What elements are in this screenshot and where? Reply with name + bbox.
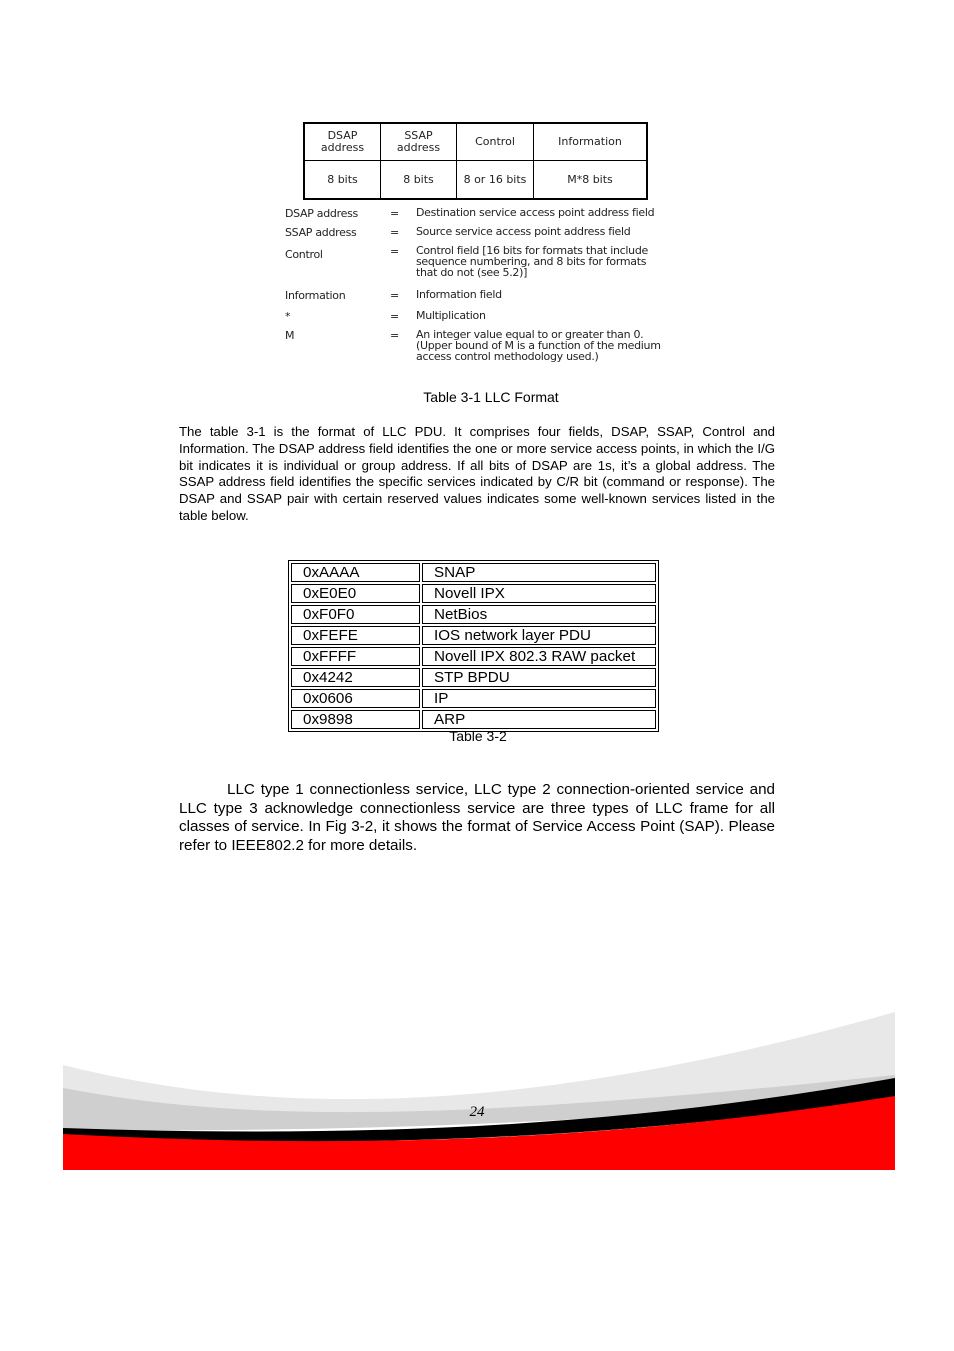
header-ssap: SSAP address (381, 123, 457, 161)
table-row (291, 710, 656, 729)
sap-description: IP (422, 689, 656, 708)
legend-term: Information (285, 289, 346, 302)
header-dsap: DSAP address (304, 123, 381, 161)
sap-description: Novell IPX (422, 584, 656, 603)
table-caption-llc-format: Table 3-1 LLC Format (423, 389, 559, 405)
legend-term: DSAP address (285, 207, 358, 220)
sap-value: 0x4242 (291, 668, 420, 687)
legend-equals: = (390, 329, 399, 342)
legend-equals: = (390, 207, 399, 220)
legend-definition: Control field [16 bits for formats that include sequence numbering, and 8 bits for formats that do not (see 5.2)] (416, 244, 648, 279)
legend-equals: = (390, 226, 399, 239)
sap-description: IOS network layer PDU (422, 626, 656, 645)
header-information: Information (534, 123, 648, 161)
sap-value: 0x9898 (291, 710, 420, 729)
legend-definition: Destination service access point address field (416, 206, 655, 219)
llc-format-table (303, 122, 648, 200)
header-control: Control (457, 123, 534, 161)
sap-value: 0xFEFE (291, 626, 420, 645)
sap-value: 0xF0F0 (291, 605, 420, 624)
table-row (291, 689, 656, 708)
sap-description: SNAP (422, 563, 656, 582)
legend-definition: Information field (416, 288, 502, 301)
sap-description: STP BPDU (422, 668, 656, 687)
size-control: 8 or 16 bits (457, 161, 534, 200)
legend-term: SSAP address (285, 226, 357, 239)
size-dsap: 8 bits (304, 161, 381, 200)
table-row (291, 647, 656, 666)
paragraph-llc-types: LLC type 1 connectionless service, LLC type 2 connection-oriented service and LLC type 3 acknowledge connectionless service are three types of LLC frame for all classes of service. In Fig 3-2, it shows the format of Service Access Point (SAP). Please refer to IEEE802.2 for more details. (179, 781, 775, 854)
legend-equals: = (390, 245, 399, 258)
sap-value: 0x0606 (291, 689, 420, 708)
sap-value: 0xAAAA (291, 563, 420, 582)
table-row (291, 626, 656, 645)
sap-value: 0xFFFF (291, 647, 420, 666)
table-row (291, 584, 656, 603)
sap-description: Novell IPX 802.3 RAW packet (422, 647, 656, 666)
table-row (291, 668, 656, 687)
legend-term: M (285, 329, 295, 342)
table-row (291, 605, 656, 624)
size-ssap: 8 bits (381, 161, 457, 200)
legend-equals: = (390, 310, 399, 323)
sap-value: 0xE0E0 (291, 584, 420, 603)
legend-definition: Source service access point address field (416, 225, 631, 238)
sap-values-table (288, 560, 659, 732)
sap-description: NetBios (422, 605, 656, 624)
sap-description: ARP (422, 710, 656, 729)
page-number: 24 (469, 1104, 485, 1120)
table-caption-3-2: Table 3-2 (449, 728, 507, 744)
paragraph-llc-pdu: The table 3-1 is the format of LLC PDU. It comprises four fields, DSAP, SSAP, Control and Information. The DSAP address field identifies the one or more service access points, in which the I/G bit indicates it is individual or group address. If all bits of DSAP are 1s, it’s a global address. The SSAP address field identifies the specific services indicated by C/R bit (command or response). The DSAP and SSAP pair with certain reserved values indicates some well-known services listed in the table below. (179, 424, 775, 523)
legend-definition: Multiplication (416, 309, 486, 322)
table-row (291, 563, 656, 582)
legend-term: * (285, 310, 291, 323)
legend-equals: = (390, 289, 399, 302)
footer-swoosh-decoration (63, 1010, 895, 1170)
size-information: M*8 bits (534, 161, 648, 200)
legend-definition: An integer value equal to or greater than 0. (Upper bound of M is a function of the medium access control methodology used.) (416, 328, 661, 363)
legend-term: Control (285, 248, 323, 261)
